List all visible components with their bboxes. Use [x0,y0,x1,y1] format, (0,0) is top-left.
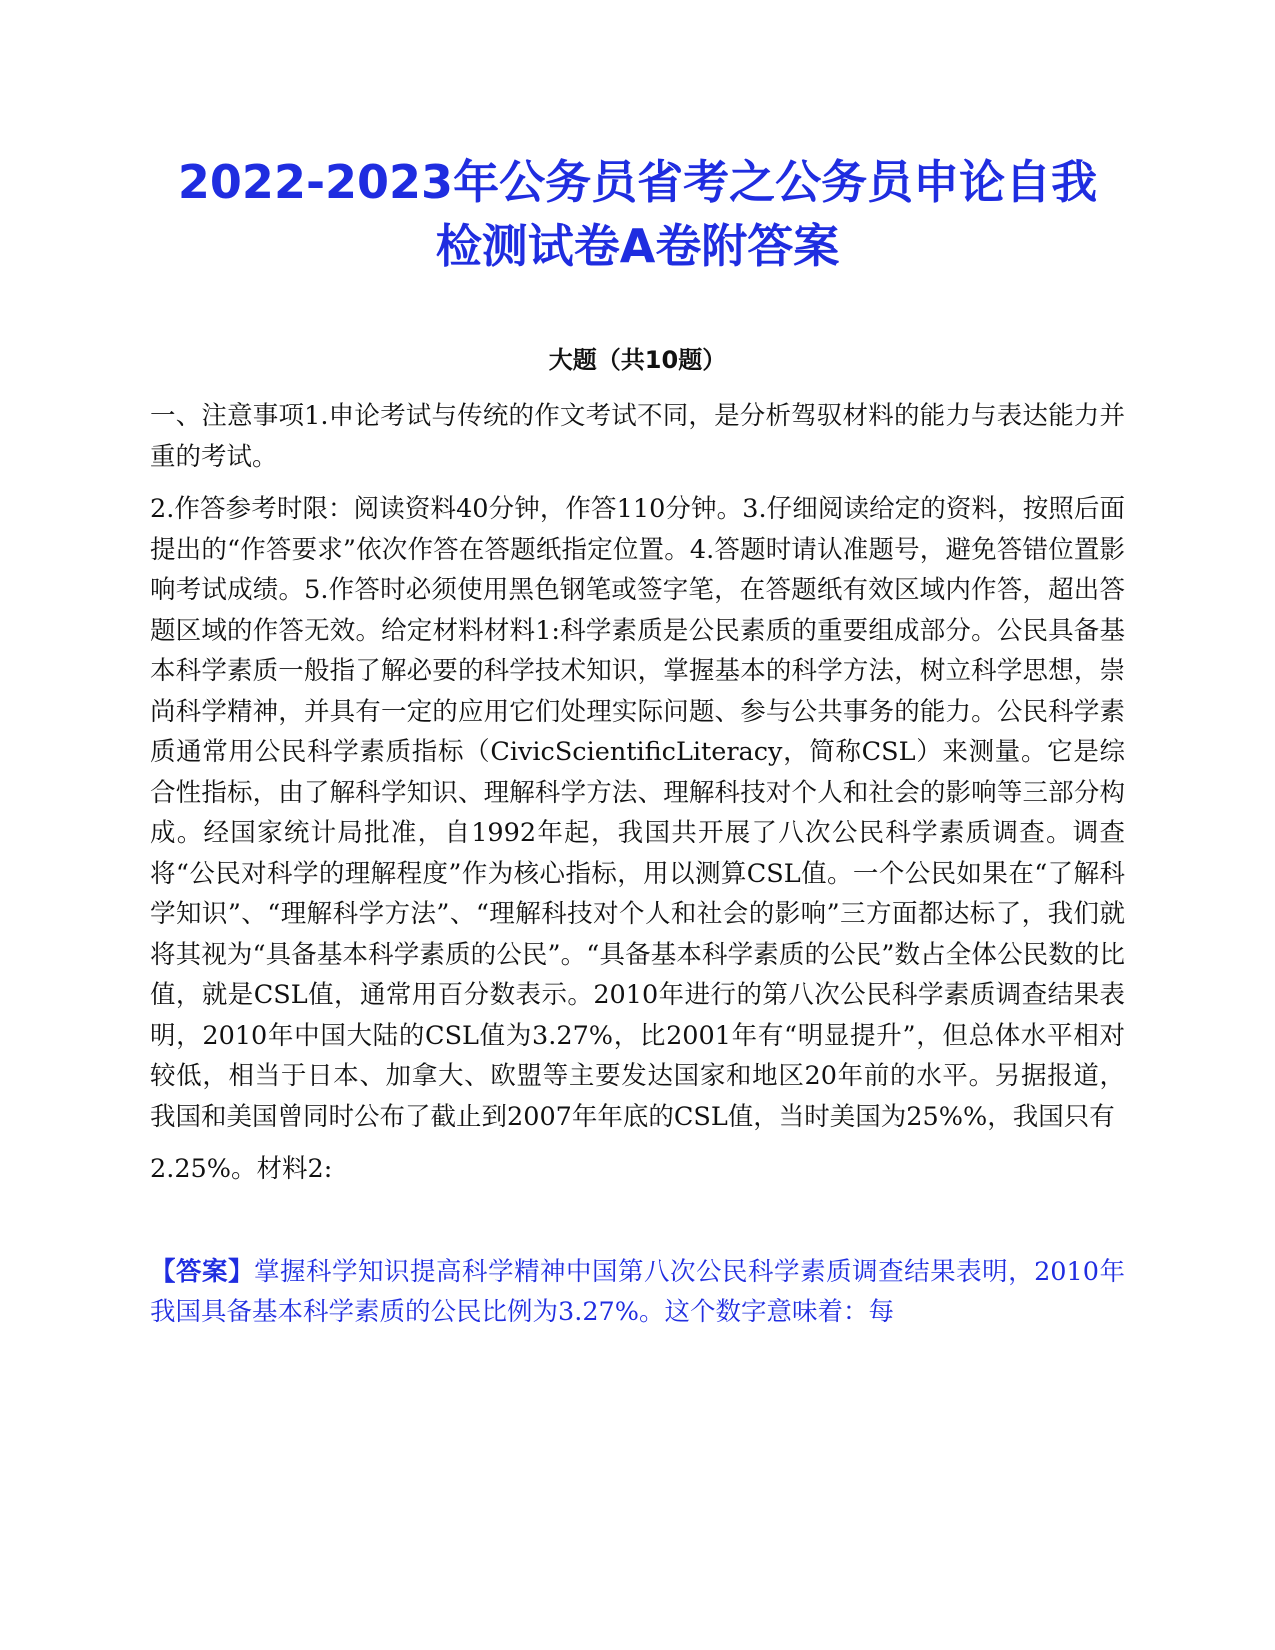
document-page [150,150,1125,1333]
document-title [150,150,1125,278]
paragraph-material-1: 2.作答参考时限：阅读资料40分钟，作答110分钟。3.仔细阅读给定的资料，按照后面提出的“作答要求”依次作答在答题纸指定位置。4.答题时请认准题号，避免答错位置影响考试成绩。5.作答时必须使用黑色钢笔或签字笔，在答题纸有效区域内作答，超出答题区域的作答无效。给定材料材料1:科学素质是公民素质的重要组成部分。公民具备基本科学素质一般指了解必要的科学技术知识，掌握基本的科学方法，树立科学思想，崇尚科学精神，并具有一定的应用它们处理实际问题、参与公共事务的能力。公民科学素质通常用公民科学素质指标（CivicScientificLiteracy，简称CSL）来测量。它是综合性指标，由了解科学知识、理解科学方法、理解科技对个人和社会的影响等三部分构成。经国家统计局批准，自1992年起，我国共开展了八次公民科学素质调查。调查将“公民对科学的理解程度”作为核心指标，用以测算CSL值。一个公民如果在“了解科学知识”、“理解科学方法”、“理解科技对个人和社会的影响”三方面都达标了，我们就将其视为“具备基本科学素质的公民”。“具备基本科学素质的公民”数占全体公民数的比值，就是CSL值，通常用百分数表示。2010年进行的第八次公民科学素质调查结果表明，2010年中国大陆的CSL值为3.27%，比2001年有“明显提升”，但总体水平相对较低，相当于日本、加拿大、欧盟等主要发达国家和地区20年前的水平。另据报道，我国和美国曾同时公布了截止到2007年年底的CSL值，当时美国为25%%，我国只有 [150,494,1125,1132]
title-line-1: 2022-2023年公务员省考之公务员申论自我 [177,155,1098,209]
paragraph-material-2-start: 2.25%。材料2: [150,1154,333,1184]
answer-text: 掌握科学知识提高科学精神中国第八次公民科学素质调查结果表明，2010年我国具备基本科学素质的公民比例为3.27%。这个数字意味着：每 [150,1256,1125,1327]
section-heading: 大题（共10题） [548,346,727,374]
title-line-2: 检测试卷A卷附答案 [435,219,840,273]
paragraph-instructions: 一、注意事项1.申论考试与传统的作文考试不同，是分析驾驭材料的能力与表达能力并重的考试。 [150,401,1125,472]
answer-block [150,1252,1125,1333]
answer-label: 【答案】 [150,1256,255,1287]
